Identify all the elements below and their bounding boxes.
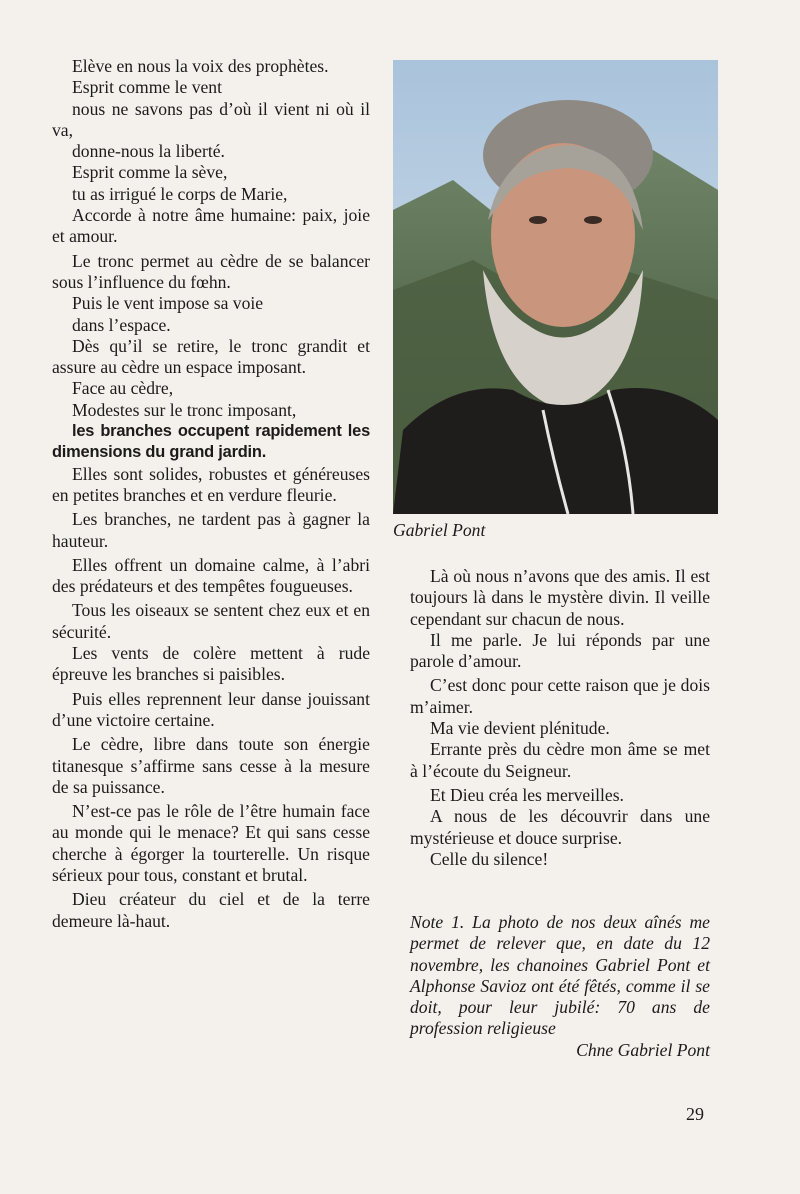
left-paragraph: Esprit comme la sève, — [72, 162, 228, 183]
right-paragraph: Il me parle. Je lui réponds par une parole d’amour. — [410, 629, 710, 672]
portrait-photo — [393, 60, 718, 514]
left-paragraph: Accorde à notre âme humaine: paix, joie et amour. — [52, 205, 370, 247]
left-paragraph: les branches occupent rapidement les dimensions du grand jardin. — [52, 422, 370, 462]
left-paragraph: Le cèdre, libre dans toute son énergie titanesque s’affirme sans cesse à la mesure de sa puissance. — [52, 734, 370, 797]
left-paragraph: Le tronc permet au cèdre de se balancer sous l’influence du fœhn. — [52, 250, 370, 292]
left-paragraph: Les vents de colère mettent à rude épreuve les branches si paisibles. — [52, 643, 370, 685]
left-paragraph: N’est-ce pas le rôle de l’être humain face au monde qui le menace? Et qui sans cesse cherche à égorger la tourterelle. Un risque sérieux pour tous, constant et brutal. — [52, 801, 370, 885]
left-paragraph: Elles offrent un domaine calme, à l’abri des prédateurs et des tempêtes fougueuses. — [52, 554, 370, 597]
right-paragraph: Errante près du cèdre mon âme se met à l’écoute du Seigneur. — [410, 739, 710, 781]
left-paragraph: tu as irrigué le corps de Marie, — [72, 183, 288, 204]
left-paragraph: Dès qu’il se retire, le tronc grandit et assure au cèdre un espace imposant. — [52, 335, 370, 378]
left-paragraph: Esprit comme le vent — [72, 77, 222, 98]
left-paragraph: nous ne savons pas d’où il vient ni où il va, — [52, 98, 370, 140]
footnote — [410, 912, 710, 1061]
left-paragraph: Puis le vent impose sa voie — [72, 293, 264, 314]
left-paragraph: Face au cèdre, — [72, 378, 174, 399]
right-paragraph: Celle du silence! — [430, 848, 549, 869]
left-paragraph: Dieu créateur du ciel et de la terre demeure là-haut. — [52, 889, 370, 931]
signature: Chne Gabriel Pont — [576, 1039, 710, 1060]
right-paragraph: A nous de les découvrir dans une mystérieuse et douce surprise. — [410, 806, 710, 848]
left-paragraph: Tous les oiseaux se sentent chez eux et en sécurité. — [52, 600, 370, 642]
left-paragraph: Modestes sur le tronc imposant, — [72, 399, 297, 420]
photo-caption: Gabriel Pont — [393, 520, 486, 540]
right-paragraph: Là où nous n’avons que des amis. Il est toujours là dans le mystère divin. Il veille cependant sur chacun de nous. — [410, 566, 710, 629]
right-column — [410, 566, 710, 870]
left-column — [52, 56, 370, 932]
left-paragraph: donne-nous la liberté. — [72, 141, 225, 162]
left-paragraph: Elles sont solides, robustes et généreuses en petites branches et en verdure fleurie. — [52, 463, 370, 505]
left-paragraph: Puis elles reprennent leur danse jouissant d’une victoire certaine. — [52, 688, 370, 730]
left-paragraph: Les branches, ne tardent pas à gagner la hauteur. — [52, 509, 370, 551]
right-paragraph: C’est donc pour cette raison que je dois m’aimer. — [410, 675, 710, 717]
left-paragraph: dans l’espace. — [72, 314, 171, 335]
page-number: 29 — [686, 1104, 704, 1124]
right-paragraph: Et Dieu créa les merveilles. — [430, 784, 624, 805]
footnote-text: Note 1. La photo de nos deux aînés me permet de relever que, en date du 12 novembre, les chanoines Gabriel Pont et Alphonse Savioz ont été fêtés, comme il se doit, pour leur jubilé: 70 ans de profession religieuse — [410, 912, 710, 1039]
right-paragraph: Ma vie devient plénitude. — [430, 718, 610, 739]
left-paragraph: Elève en nous la voix des prophètes. — [72, 56, 329, 76]
portrait-illustration — [393, 60, 718, 514]
